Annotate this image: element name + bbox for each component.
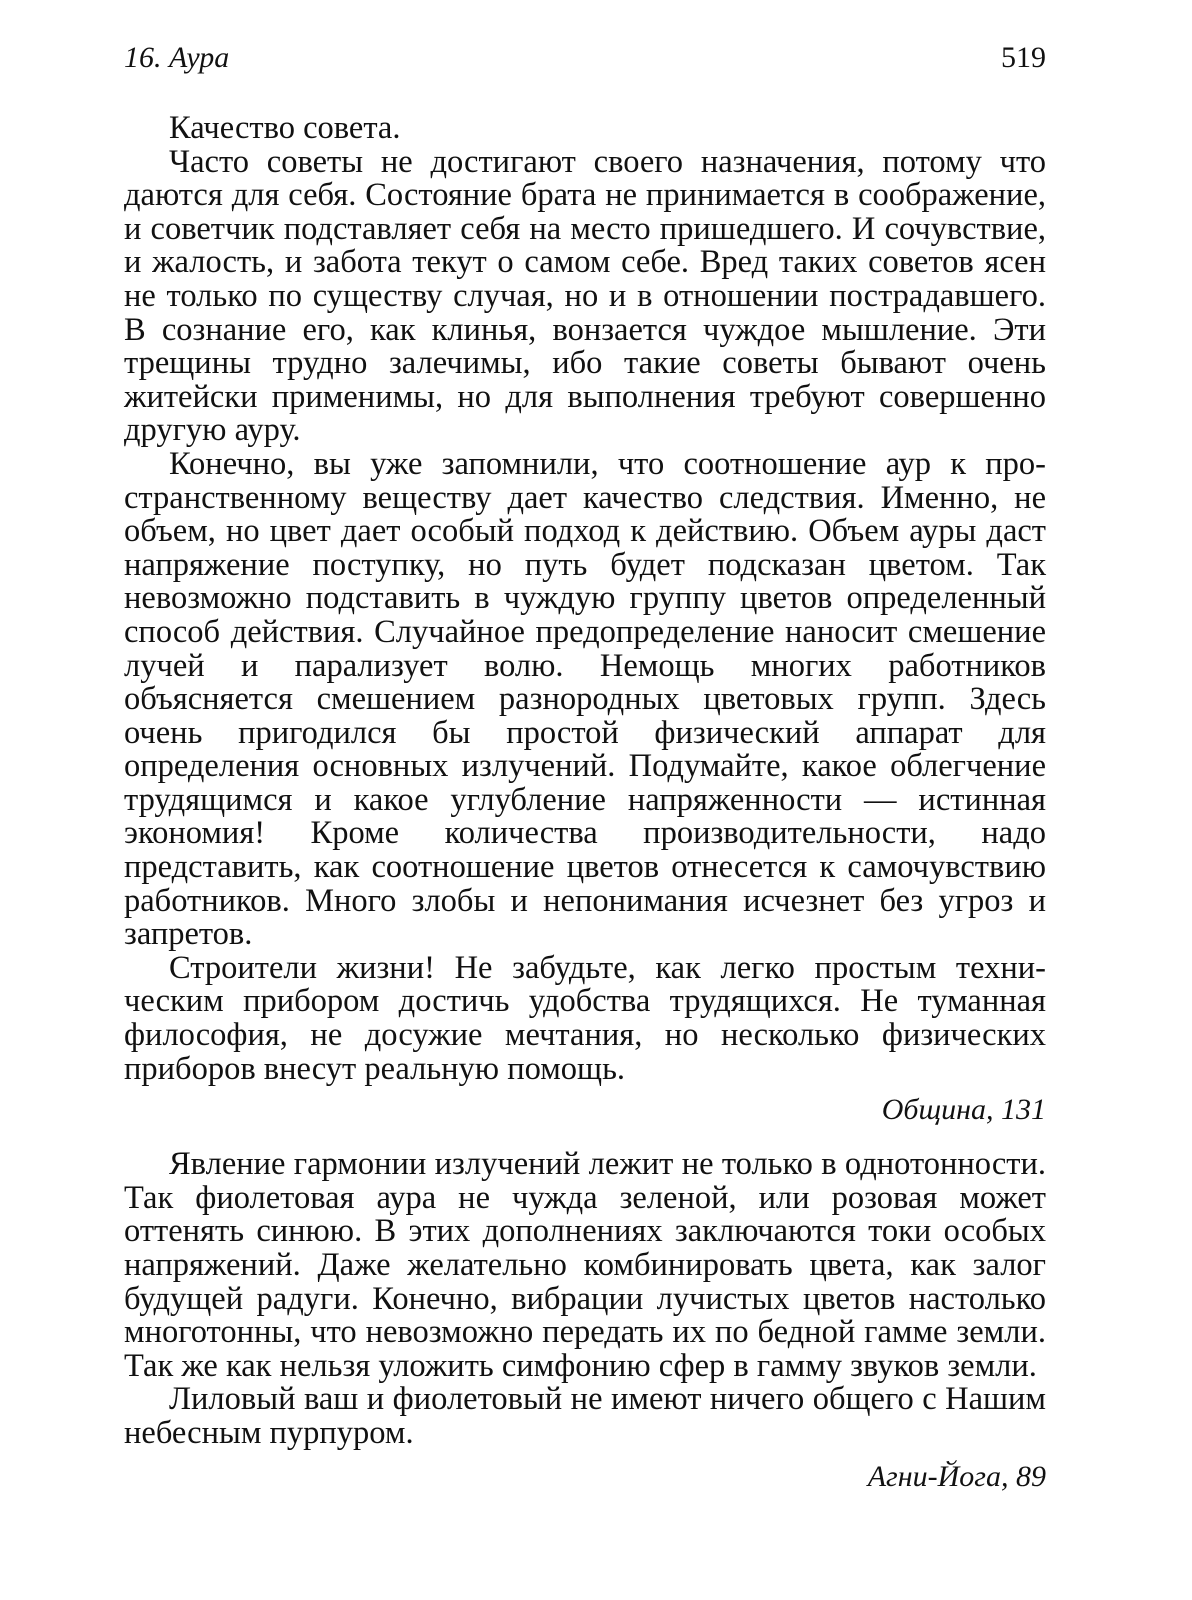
page-number: 519	[1001, 41, 1046, 74]
passage	[124, 1148, 1046, 1494]
paragraph: Лиловый ваш и фиолетовый не имеют ничего общего с Нашим небесным пурпуром.	[124, 1381, 1046, 1451]
running-header	[124, 38, 1046, 78]
paragraph: Качество совета.	[169, 110, 401, 146]
section-title: 16. Аура	[124, 41, 230, 74]
paragraph: Конечно, вы уже запомнили, что соотношение аур к пространственному веществу дает качество следствия. Именно, не объем, но цвет дает особый подход к действию. Объем ауры даст напряжение поступку, но путь будет подсказан цветом. Так невозможно подставить в чуждую группу цветов определенный способ действия. Случайное предопределение наносит смешение лучей и парализует волю. Немощь многих работников объясняется смешением разнородных цветовых групп. Здесь очень пригодился бы простой физический аппарат для определения основных излучений. Подумайте, какое облегчение трудящимся и какое углубление напряженности — истинная экономия! Кроме количества производительности, надо представить, как соотношение цветов отнесется к самочувствию работников. Много злобы и непонимания исчезнет без угроз и запретов.	[124, 445, 1046, 953]
passage	[124, 112, 1046, 1128]
paragraph: Строители жизни! Не забудьте, как легко простым техническим прибором достичь удобства трудящихся. Не туманная философия, не досужие мечтания, но несколько физических приборов внесут реальную помощь.	[124, 949, 1046, 1087]
passage-divider	[124, 1128, 1046, 1148]
page-body	[124, 112, 1046, 1495]
source-citation: Община, 131	[881, 1093, 1046, 1127]
paragraph: Явление гармонии излучений лежит не только в однотонности. Так фиолетовая аура не чужда зеленой, или розовая может оттенять синюю. В этих дополнениях заключаются токи особых напряжений. Даже желательно комбинировать цвета, как залог будущей радуги. Конечно, вибрации лучистых цветов настолько многотонны, что невозможно передать их по бедной гамме земли. Так же как нельзя уложить симфонию сфер в гамму звуков земли.	[124, 1146, 1046, 1384]
paragraph: Часто советы не достигают своего назначения, потому что даются для себя. Состояние брата не принимается в соображение, и советчик подставляет себя на место пришедшего. И сочувствие, и жалость, и забота текут о самом себе. Вред таких советов ясен не только по существу случая, но и в отношении пострадавшего. В сознание его, как клинья, вонзается чуждое мышление. Эти трещины трудно залечимы, ибо такие советы бывают очень житейски применимы, но для выполнения требуют совершенно другую ауру.	[124, 143, 1046, 449]
source-citation: Агни-Йога, 89	[867, 1459, 1046, 1493]
book-page	[124, 38, 1046, 1495]
